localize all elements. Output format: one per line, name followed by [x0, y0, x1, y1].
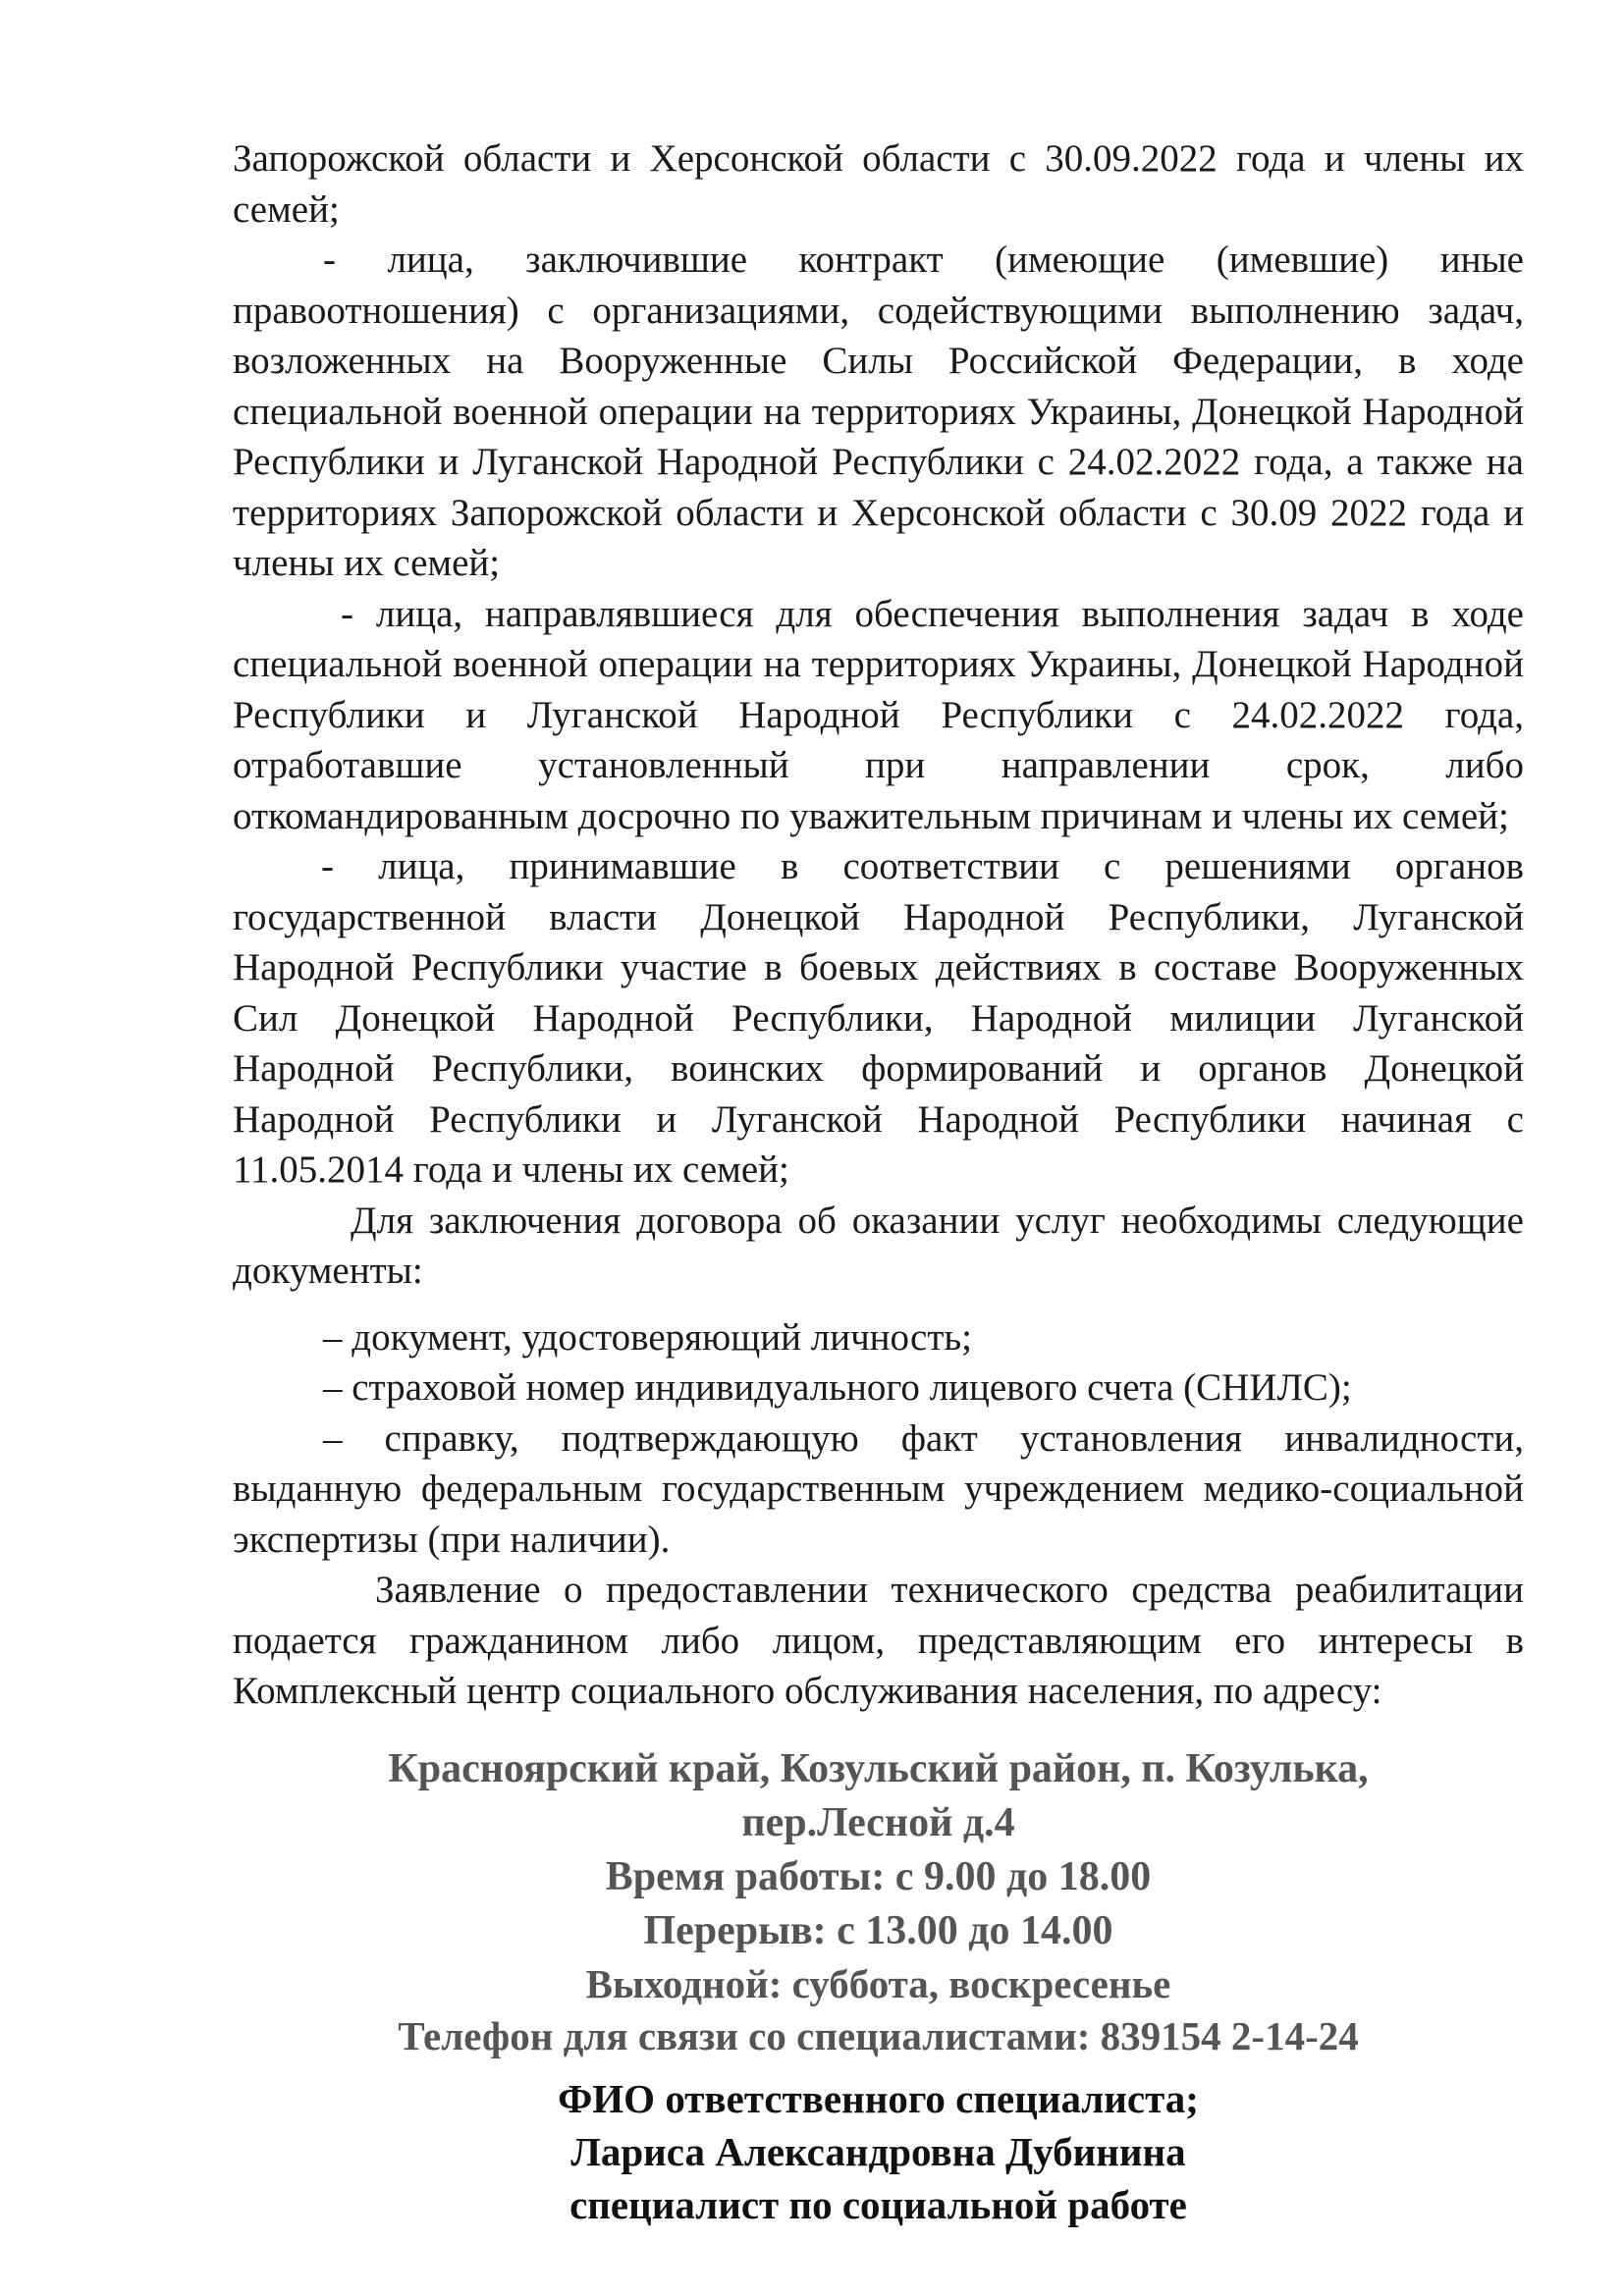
responsible-name: Лариса Александровна Дубинина [570, 2128, 1186, 2174]
document-item-disability-certificate: – справку, подтверждающую факт установления инвалидности, выданную федеральным государственным учреждением медико-социальной экспертизы (при наличии). [233, 1416, 1524, 1561]
contacts-block [233, 1742, 1524, 2062]
document-page [233, 133, 1524, 2231]
address-line-1: Красноярский край, Козульский район, п. Козулька, [388, 1745, 1369, 1791]
address-line-2: пер.Лесной д.4 [741, 1799, 1015, 1845]
responsible-heading: ФИО ответственного специалиста; [558, 2075, 1199, 2121]
paragraph-dnr-lnr-participants: - лица, принимавшие в соответствии с решениями органов государственной власти Донецкой Народной Республики, Луганской Народной Республики участие в боевых действиях в составе Вооруженных Сил Донецкой Народной Республики, Народной милиции Луганской Народной Республики, воинских формирований и органов Донецкой Народной Республики и Луганской Народной Республики начиная с 11.05.2014 года и члены их семей; [233, 845, 1524, 1191]
document-item-id: – документ, удостоверяющий личность; [323, 1315, 973, 1359]
paragraph-dispatched-persons: - лица, направлявшиеся для обеспечения выполнения задач в ходе специальной военной операции на территориях Украины, Донецкой Народной Республики и Луганской Народной Республики с 24.02.2022 года, отработавшие установленный при направлении срок, либо откомандированным досрочно по уважительным причинам и члены их семей; [233, 592, 1524, 837]
document-item-snils: – страховой номер индивидуального лицевого счета (СНИЛС); [323, 1366, 1352, 1409]
work-hours: Время работы: с 9.00 до 18.00 [605, 1853, 1152, 1899]
break-hours: Перерыв: с 13.00 до 14.00 [643, 1907, 1113, 1953]
paragraph-intro-continuation: Запорожской области и Херсонской области с 30.09.2022 года и члены их семей; [233, 137, 1524, 231]
days-off: Выходной: суббота, воскресенье [585, 1960, 1171, 2006]
phone-number: Телефон для связи со специалистами: 839154 2-14-24 [398, 2012, 1359, 2058]
documents-list [233, 1312, 1524, 1566]
responsible-position: специалист по социальной работе [569, 2181, 1187, 2227]
paragraph-contract-persons: - лица, заключившие контракт (имеющие (имевшие) иные правоотношения) с организациями, содействующими выполнению задач, возложенных на Вооруженные Силы Российской Федерации, в ходе специальной военной операции на территориях Украины, Донецкой Народной Республики и Луганской Народной Республики с 24.02.2022 года, а также на территориях Запорожской области и Херсонской области с 30.09 2022 года и члены их семей; [233, 239, 1524, 584]
responsible-specialist-block [233, 2072, 1524, 2231]
paragraph-documents-intro: Для заключения договора об оказании услуг необходимы следующие документы: [233, 1199, 1524, 1292]
paragraph-application: Заявление о предоставлении технического средства реабилитации подается гражданином либо лицом, представляющим его интересы в Комплексный центр социального обслуживания населения, по адресу: [233, 1569, 1524, 1712]
